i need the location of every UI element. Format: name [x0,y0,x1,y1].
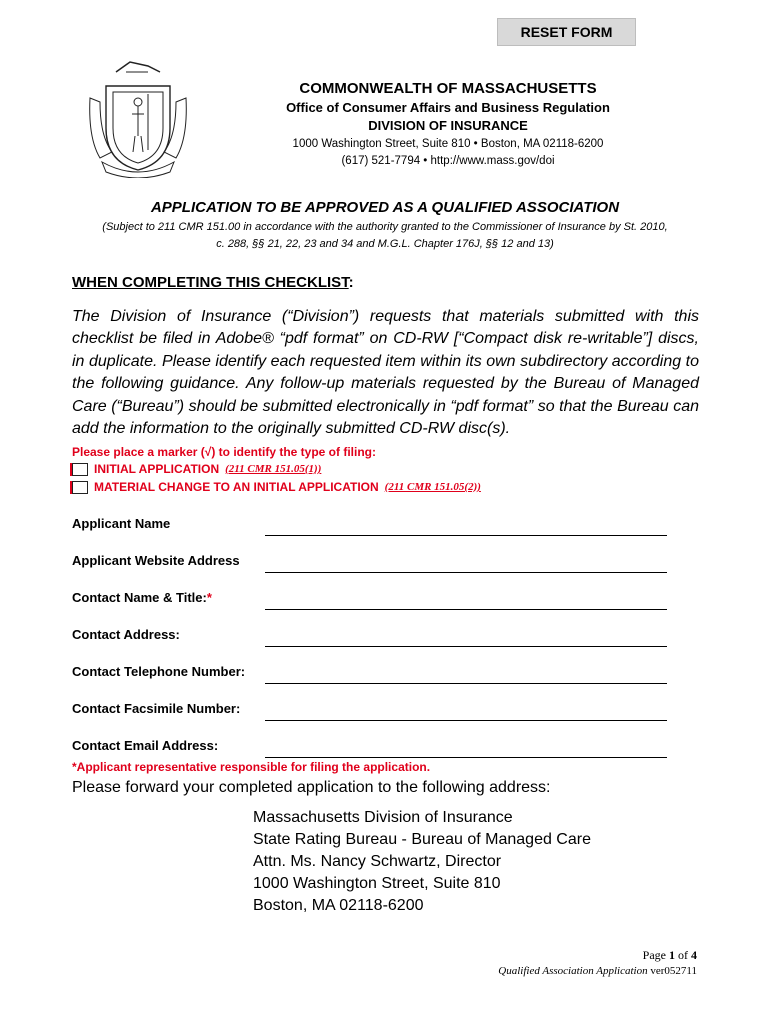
instructions-paragraph: The Division of Insurance (“Division”) requests that materials submitted with this checklist be filed in Adobe® “pdf format” on CD-RW [“Compact disk re-writable”] discs, in duplicate. Please identify each requested item within its own subdirectory according to the following guidance. Any follow-up materials requested by the Bureau of Managed Care (“Bureau”) should be submitted electronically in “pdf format” so that the Bureau can add the information to the originally submitted CD-RW disc(s). [72,308,699,438]
mailing-address-line: Massachusetts Division of Insurance [253,809,513,826]
facsimile-field[interactable] [265,702,667,721]
checklist-heading [72,274,354,291]
subtitle-line-2: c. 288, §§ 21, 22, 23 and 34 and M.G.L. Chapter 176J, §§ 12 and 13) [216,238,554,250]
page-word: Page [642,948,666,962]
application-title: APPLICATION TO BE APPROVED AS A QUALIFIED ASSOCIATION [150,199,620,216]
material-change-cmr: (211 CMR 151.05(2)) [384,481,481,493]
massachusetts-seal-icon [86,58,190,178]
applicant-name-label: Applicant Name [72,516,171,531]
page-current: 1 [669,948,675,962]
mailing-address-line: Boston, MA 02118-6200 [253,897,424,914]
website-label: Applicant Website Address [72,553,240,568]
required-asterisk: * [206,590,212,605]
filing-type-material-change [72,480,481,494]
website-field[interactable] [265,554,667,573]
telephone-label: Contact Telephone Number: [72,664,246,679]
material-change-label: MATERIAL CHANGE TO AN INITIAL APPLICATION [94,480,379,494]
contact-address-field[interactable] [265,628,667,647]
filing-type-initial [72,462,321,476]
version-code: ver052711 [650,965,697,977]
subtitle-line-1: (Subject to 211 CMR 151.00 in accordance with the authority granted to the Commissioner of Insurance by St. 2010, [102,221,668,233]
representative-note: *Applicant representative responsible for filing the application. [72,760,431,774]
division-name: DIVISION OF INSURANCE [368,118,528,133]
email-field[interactable] [265,739,667,758]
mailing-address-line: 1000 Washington Street, Suite 810 [253,875,501,892]
facsimile-label: Contact Facsimile Number: [72,701,241,716]
forward-instruction: Please forward your completed application to the following address: [72,779,551,796]
org-name: COMMONWEALTH OF MASSACHUSETTS [299,80,597,97]
contact-name-field[interactable] [265,591,667,610]
email-label: Contact Email Address: [72,738,219,753]
telephone-field[interactable] [265,665,667,684]
checklist-heading-text: WHEN COMPLETING THIS CHECKLIST [72,274,349,291]
contact-address-label: Contact Address: [72,627,180,642]
form-version [430,965,697,977]
reset-form-button[interactable]: RESET FORM [497,18,636,46]
of-word: of [678,948,688,962]
marker-instruction: Please place a marker (√) to identify the type of filing: [72,445,376,459]
office-name: Office of Consumer Affairs and Business Regulation [286,100,610,115]
mailing-address-line: State Rating Bureau - Bureau of Managed Care [253,831,591,848]
page-number [560,948,697,963]
initial-application-cmr: (211 CMR 151.05(1)) [225,463,322,475]
checklist-heading-colon: : [348,274,354,291]
form-name: Qualified Association Application [498,965,648,977]
contact-name-label-text: Contact Name & Title: [72,590,207,605]
applicant-name-field[interactable] [265,517,667,536]
material-change-checkbox[interactable] [72,481,88,494]
office-phone-web: (617) 521-7794 • http://www.mass.gov/doi [341,155,555,167]
initial-application-checkbox[interactable] [72,463,88,476]
office-address: 1000 Washington Street, Suite 810 • Boston, MA 02118-6200 [292,138,604,150]
initial-application-label: INITIAL APPLICATION [94,462,220,476]
page-total: 4 [691,948,697,962]
mailing-address-line: Attn. Ms. Nancy Schwartz, Director [253,853,502,870]
contact-name-label [72,590,212,605]
